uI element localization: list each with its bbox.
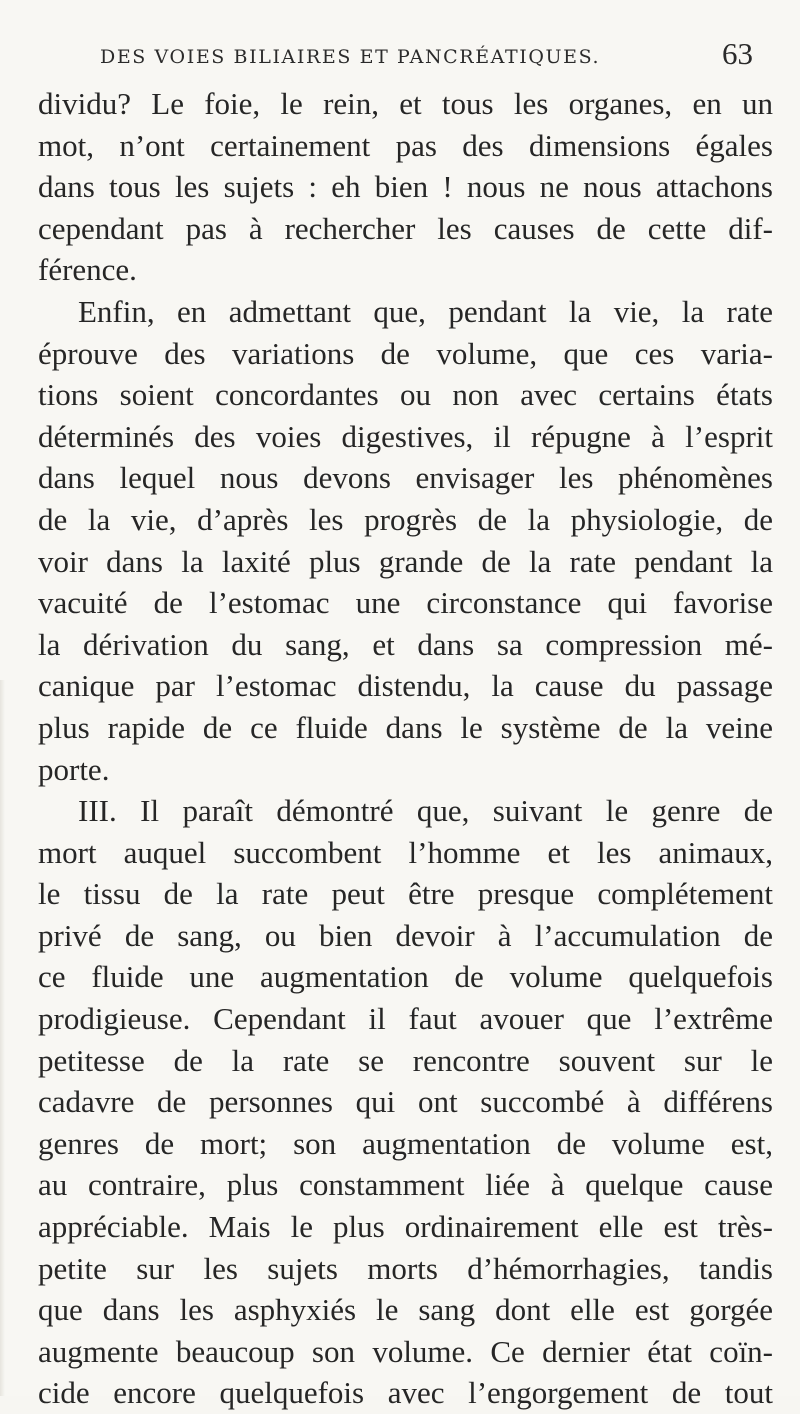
text-line: cadavre de personnes qui ont succombé à différens — [38, 1084, 773, 1120]
text-line: ce fluide une augmentation de volume quelquefois — [38, 959, 773, 995]
text-line: petite sur les sujets morts d’hémorrhagies, tandis — [38, 1250, 773, 1286]
text-line: mort auquel succombent l’homme et les animaux, — [38, 834, 773, 870]
text-line: augmente beaucoup son volume. Ce dernier état coïn- — [38, 1333, 773, 1369]
text-line: dividu? Le foie, le rein, et tous les organes, en un — [38, 86, 773, 121]
running-head: DES VOIES BILIAIRES ET PANCRÉATIQUES. — [100, 46, 601, 68]
text-line: la dérivation du sang, et dans sa compression mé- — [38, 626, 773, 662]
text-line: dans tous les sujets : eh bien ! nous ne nous attachons — [38, 169, 773, 205]
text-line: mot, n’ont certainement pas des dimensions égales — [38, 127, 773, 163]
paragraph-start-line: Enfin, en admettant que, pendant la vie, la rate — [78, 293, 773, 329]
text-line: appréciable. Mais le plus ordinairement elle est très- — [38, 1209, 773, 1245]
text-line: déterminés des voies digestives, il répugne à l’esprit — [38, 418, 773, 454]
text-line: voir dans la laxité plus grande de la rate pendant la — [38, 543, 773, 579]
text-line: éprouve des variations de volume, que ces varia- — [38, 335, 773, 371]
text-line: de la vie, d’après les progrès de la physiologie, de — [38, 501, 773, 537]
text-line: dans lequel nous devons envisager les phénomènes — [38, 460, 773, 496]
text-line: cide encore quelquefois avec l’engorgement de tout — [38, 1375, 773, 1411]
text-line: au contraire, plus constamment liée à quelque cause — [38, 1167, 773, 1203]
page-header — [0, 36, 800, 86]
text-line: plus rapide de ce fluide dans le système de la veine — [38, 709, 773, 745]
text-line: tions soient concordantes ou non avec certains états — [38, 377, 773, 413]
text-line: canique par l’estomac distendu, la cause du passage — [38, 668, 773, 704]
text-line: privé de sang, ou bien devoir à l’accumulation de — [38, 917, 773, 953]
text-line: que dans les asphyxiés le sang dont elle est gorgée — [38, 1292, 773, 1328]
scan-shadow — [0, 680, 5, 1396]
text-line: vacuité de l’estomac une circonstance qui favorise — [38, 585, 773, 621]
text-line: férence. — [38, 252, 137, 288]
text-line: petitesse de la rate se rencontre souvent sur le — [38, 1042, 773, 1078]
text-line: porte. — [38, 751, 110, 787]
text-line: genres de mort; son augmentation de volume est, — [38, 1125, 773, 1161]
text-line: prodigieuse. Cependant il faut avouer que l’extrême — [38, 1001, 773, 1037]
page-number: 63 — [722, 36, 753, 71]
paragraph-start-line: III. Il paraît démontré que, suivant le genre de — [78, 793, 773, 829]
text-line: cependant pas à rechercher les causes de cette dif- — [38, 210, 773, 246]
body-text — [38, 83, 773, 1414]
text-line: le tissu de la rate peut être presque complétement — [38, 876, 773, 912]
